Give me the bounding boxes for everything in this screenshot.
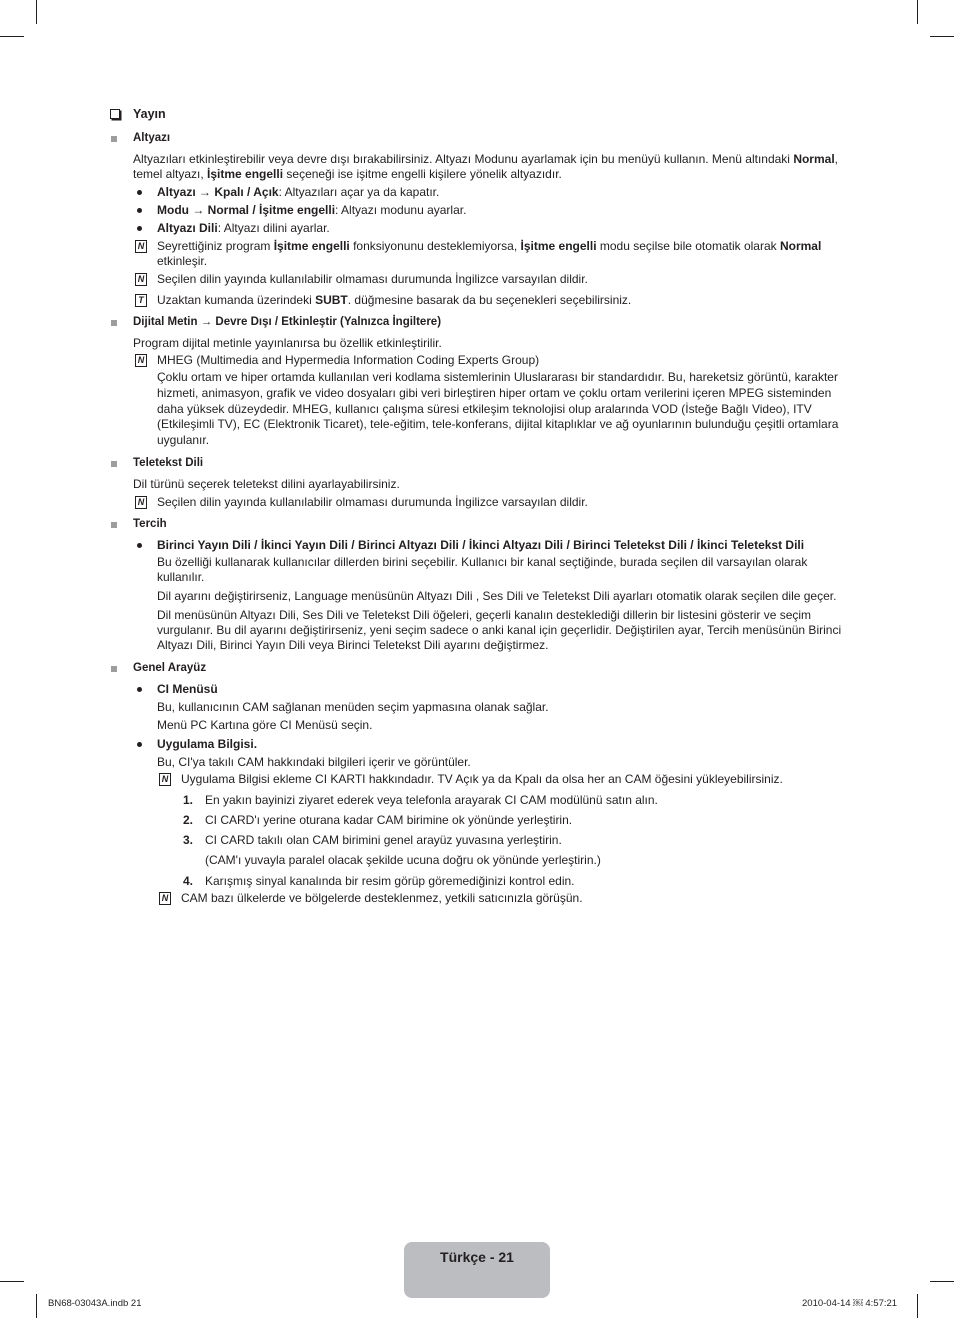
bullet-icon xyxy=(137,687,142,692)
note: N Seyrettiğiniz program İşitme engelli fonksiyonunu desteklemiyorsa, İşitme engelli modu seçilse bile otomatik olarak Normal etkinleşir. xyxy=(110,239,850,269)
subsection-teletekst: Teletekst Dili xyxy=(110,456,850,471)
crop-mark xyxy=(36,1294,37,1318)
note: N Uygulama Bilgisi ekleme CI KARTI hakkındadır. TV Açık ya da Kpalı da olsa her an CAM öğesini yükleyebilirsiniz. xyxy=(110,772,850,787)
file-name: BN68-03043A.indb 21 xyxy=(48,1298,142,1309)
manual-content xyxy=(110,105,850,906)
note: T Uzaktan kumanda üzerindeki SUBT. düğmesine basarak da bu seçenekleri seçebilirsiniz. xyxy=(110,293,850,308)
crop-mark xyxy=(930,36,954,37)
mheg-detail: Çoklu ortam ve hiper ortamda kullanılan veri kodlama sistemlerinin Uluslararası bir standardıdır. Bu, hareketsiz görüntü, karakter hizmeti, animasyon, grafik ve video dosyaları gibi veri birleştiren hiper ortam ve çoklu ortam verilerini içeren MPEG sisteminden daha yüksek düzeydedir. MHEG, kullanıcı çalışma süresi etkileşim teknolojisi olup aralarında VOD (İsteğe Bağlı Video), ITV (Etkileşimli TV), EC (Elektronik Ticaret), tele-eğitim, tele-konferans, dijital kitaplıklar ve ağ oyunlarının bulunduğu çeşitli ortamlara uygulanır. xyxy=(157,370,839,448)
tercih-paragraph: Dil menüsünün Altyazı Dili, Ses Dili ve Teletekst Dili öğeleri, geçerli kanalın desteklediği dillerin bir listesini gösterir ve seçim vurgulanır. Bu dil ayarını değiştirirseniz, yeni seçim sadece o anki kanal için geçerlidir. Değiştirilen ayar, Tercih menüsünün Birinci Altyazı Dili, Birinci Yayın Dili veya Birinci Teletekst Dili ayarını değiştirmez. xyxy=(157,607,842,652)
altyazi-description: Altyazıları etkinleştirebilir veya devre dışı bırakabilirsiniz. Altyazı Modunu ayarlamak için bu menüyü kullanın. Menü altındaki Normal, temel altyazı, İşitme engelli seçeneği ise işitme engelli kişilere yönelik altyazıdır. xyxy=(133,152,838,181)
section-title: Yayın xyxy=(110,105,850,123)
square-bullet-icon xyxy=(111,320,117,326)
tercih-paragraph: Dil ayarını değiştirirseniz, Language menüsünün Altyazı Dili , Ses Dili ve Teletekst Dili ayarları otomatik olarak seçilen dile geçer. xyxy=(157,588,837,603)
note: N Seçilen dilin yayında kullanılabilir olmaması durumunda İngilizce varsayılan dildir. xyxy=(110,495,850,510)
note-icon: N xyxy=(135,496,147,509)
subsection-dijital-metin: Dijital Metin → Devre Dışı / Etkinleştir (Yalnızca İngiltere) xyxy=(110,315,850,330)
bullet-icon xyxy=(137,543,142,548)
crop-mark xyxy=(0,36,24,37)
ci-paragraph: Menü PC Kartına göre CI Menüsü seçin. xyxy=(157,717,373,732)
bullet-icon xyxy=(137,190,142,195)
page-number: Türkçe - 21 xyxy=(440,1249,514,1265)
square-bullet-icon xyxy=(111,666,117,672)
crop-mark xyxy=(930,1281,954,1282)
note: N CAM bazı ülkelerde ve bölgelerde desteklenmez, yetkili satıcınızla görüşün. xyxy=(110,891,850,906)
step-item: 1. En yakın bayinizi ziyaret ederek veya telefonla arayarak CI CAM modülünü satın alın. xyxy=(183,792,658,807)
note-icon: N xyxy=(135,240,147,253)
crop-mark xyxy=(36,0,37,24)
note: N Seçilen dilin yayında kullanılabilir olmaması durumunda İngilizce varsayılan dildir. xyxy=(110,272,850,287)
list-item: Altyazı → Kpalı / Açık: Altyazıları açar ya da kapatır. xyxy=(110,185,850,200)
step-item: 4. Karışmış sinyal kanalında bir resim görüp göremediğinizi kontrol edin. xyxy=(183,873,575,888)
note-icon: N xyxy=(135,273,147,286)
note-icon: N xyxy=(159,773,171,786)
list-item: CI Menüsü xyxy=(110,682,850,697)
crop-mark xyxy=(0,1281,24,1282)
bullet-icon xyxy=(137,226,142,231)
list-item: Modu → Normal / İşitme engelli: Altyazı modunu ayarlar. xyxy=(110,203,850,218)
page-number-tab xyxy=(404,1242,550,1298)
step-item: 3. CI CARD takılı olan CAM birimini genel arayüz yuvasına yerleştirin. xyxy=(183,832,562,847)
checkbox-icon xyxy=(110,109,120,119)
app-paragraph: Bu, CI'ya takılı CAM hakkındaki bilgileri içerir ve görüntüler. xyxy=(157,754,471,769)
step-continuation: (CAM'ı yuvayla paralel olacak şekilde ucuna doğru ok yönünde yerleştirin.) xyxy=(205,852,601,867)
subsection-altyazi: Altyazı xyxy=(110,131,850,146)
note: N MHEG (Multimedia and Hypermedia Information Coding Experts Group) xyxy=(110,353,850,368)
note-icon: N xyxy=(159,892,171,905)
list-item: Birinci Yayın Dili / İkinci Yayın Dili / Birinci Altyazı Dili / İkinci Altyazı Dili / Birinci Teletekst Dili / İkinci Teletekst Dili xyxy=(110,538,850,553)
bullet-icon xyxy=(137,742,142,747)
square-bullet-icon xyxy=(111,522,117,528)
remote-icon: T xyxy=(135,294,147,307)
tercih-paragraph: Bu özelliği kullanarak kullanıcılar dillerden birini seçebilir. Kullanıcı bir kanal seçtiğinde, burada seçilen dil varsayılan olarak kullanılır. xyxy=(157,554,808,584)
teletekst-description: Dil türünü seçerek teletekst dilini ayarlayabilirsiniz. xyxy=(133,476,400,491)
subsection-genel-arayuz: Genel Arayüz xyxy=(110,661,850,676)
list-item: Altyazı Dili: Altyazı dilini ayarlar. xyxy=(110,221,850,236)
crop-mark xyxy=(917,0,918,24)
square-bullet-icon xyxy=(111,461,117,467)
subsection-tercih: Tercih xyxy=(110,517,850,532)
print-timestamp: 2010-04-14 ￼ 4:57:21 xyxy=(802,1298,898,1309)
bullet-icon xyxy=(137,208,142,213)
ci-paragraph: Bu, kullanıcının CAM sağlanan menüden seçim yapmasına olanak sağlar. xyxy=(157,699,549,714)
note-icon: N xyxy=(135,354,147,367)
step-item: 2. CI CARD'ı yerine oturana kadar CAM birimine ok yönünde yerleştirin. xyxy=(183,812,573,827)
square-bullet-icon xyxy=(111,136,117,142)
list-item: Uygulama Bilgisi. xyxy=(110,737,850,752)
crop-mark xyxy=(917,1294,918,1318)
dijital-description: Program dijital metinle yayınlanırsa bu özellik etkinleştirilir. xyxy=(133,336,442,350)
